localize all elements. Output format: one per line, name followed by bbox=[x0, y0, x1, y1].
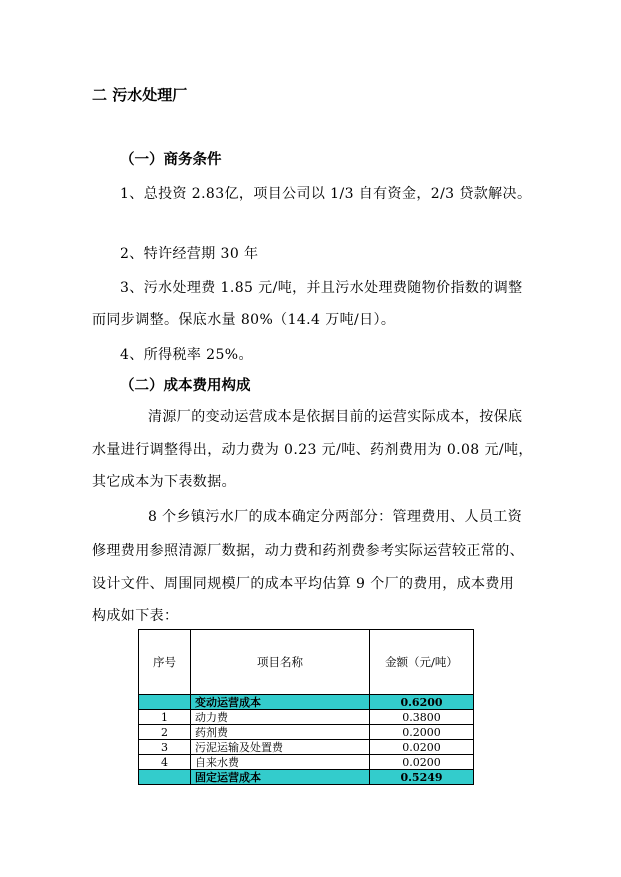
business-item-4: 4、所得税率 25%。 bbox=[120, 347, 253, 363]
row-amount: 0.5249 bbox=[370, 770, 474, 785]
header-amount: 金额（元/吨） bbox=[370, 630, 474, 695]
row-name: 动力费 bbox=[191, 710, 370, 725]
row-name: 变动运营成本 bbox=[191, 695, 370, 710]
table-row bbox=[139, 740, 474, 755]
subsection-title-cost-structure: （二）成本费用构成 bbox=[120, 378, 251, 394]
cost-para2-line1: 8 个乡镇污水厂的成本确定分两部分：管理费用、人员工资 bbox=[148, 509, 523, 525]
row-serial bbox=[139, 770, 191, 785]
row-serial: 2 bbox=[139, 725, 191, 740]
table-row bbox=[139, 755, 474, 770]
row-name: 污泥运输及处置费 bbox=[191, 740, 370, 755]
row-amount: 0.0200 bbox=[370, 740, 474, 755]
business-item-3: 3、污水处理费 1.85 元/吨，并且污水处理费随物价指数的调整 bbox=[120, 280, 523, 296]
cost-para2-line3: 设计文件、周围同规模厂的成本平均估算 9 个厂的费用，成本费用 bbox=[92, 576, 515, 592]
row-amount: 0.6200 bbox=[370, 695, 474, 710]
row-name: 自来水费 bbox=[191, 755, 370, 770]
business-item-2: 2、特许经营期 30 年 bbox=[120, 246, 259, 262]
header-serial: 序号 bbox=[139, 630, 191, 695]
table-row bbox=[139, 695, 474, 710]
table-row bbox=[139, 725, 474, 740]
cost-table bbox=[138, 629, 474, 785]
cost-para1-line1: 清源厂的变动运营成本是依据目前的运营实际成本，按保底 bbox=[148, 409, 523, 425]
row-amount: 0.2000 bbox=[370, 725, 474, 740]
table-header-row bbox=[139, 630, 474, 695]
row-amount: 0.3800 bbox=[370, 710, 474, 725]
row-serial bbox=[139, 695, 191, 710]
row-serial: 1 bbox=[139, 710, 191, 725]
cost-para1-line3: 其它成本为下表数据。 bbox=[92, 474, 236, 490]
row-amount: 0.0200 bbox=[370, 755, 474, 770]
business-item-3-cont: 而同步调整。保底水量 80%（14.4 万吨/日）。 bbox=[92, 312, 396, 328]
subsection-title-business-terms: （一）商务条件 bbox=[120, 152, 222, 168]
cost-para2-line2: 修理费用参照清源厂数据，动力费和药剂费参考实际运营较正常的、 bbox=[92, 543, 524, 559]
row-name: 药剂费 bbox=[191, 725, 370, 740]
row-serial: 4 bbox=[139, 755, 191, 770]
row-serial: 3 bbox=[139, 740, 191, 755]
cost-para2-line4: 构成如下表： bbox=[92, 608, 179, 624]
section-title: 二 污水处理厂 bbox=[92, 86, 188, 104]
cost-para1-line2: 水量进行调整得出，动力费为 0.23 元/吨、药剂费用为 0.08 元/吨， bbox=[92, 442, 533, 458]
table-row bbox=[139, 710, 474, 725]
header-item-name: 项目名称 bbox=[191, 630, 370, 695]
business-item-1: 1、总投资 2.83亿，项目公司以 1/3 自有资金，2/3 贷款解决。 bbox=[120, 186, 532, 202]
row-name: 固定运营成本 bbox=[191, 770, 370, 785]
table-row bbox=[139, 770, 474, 785]
